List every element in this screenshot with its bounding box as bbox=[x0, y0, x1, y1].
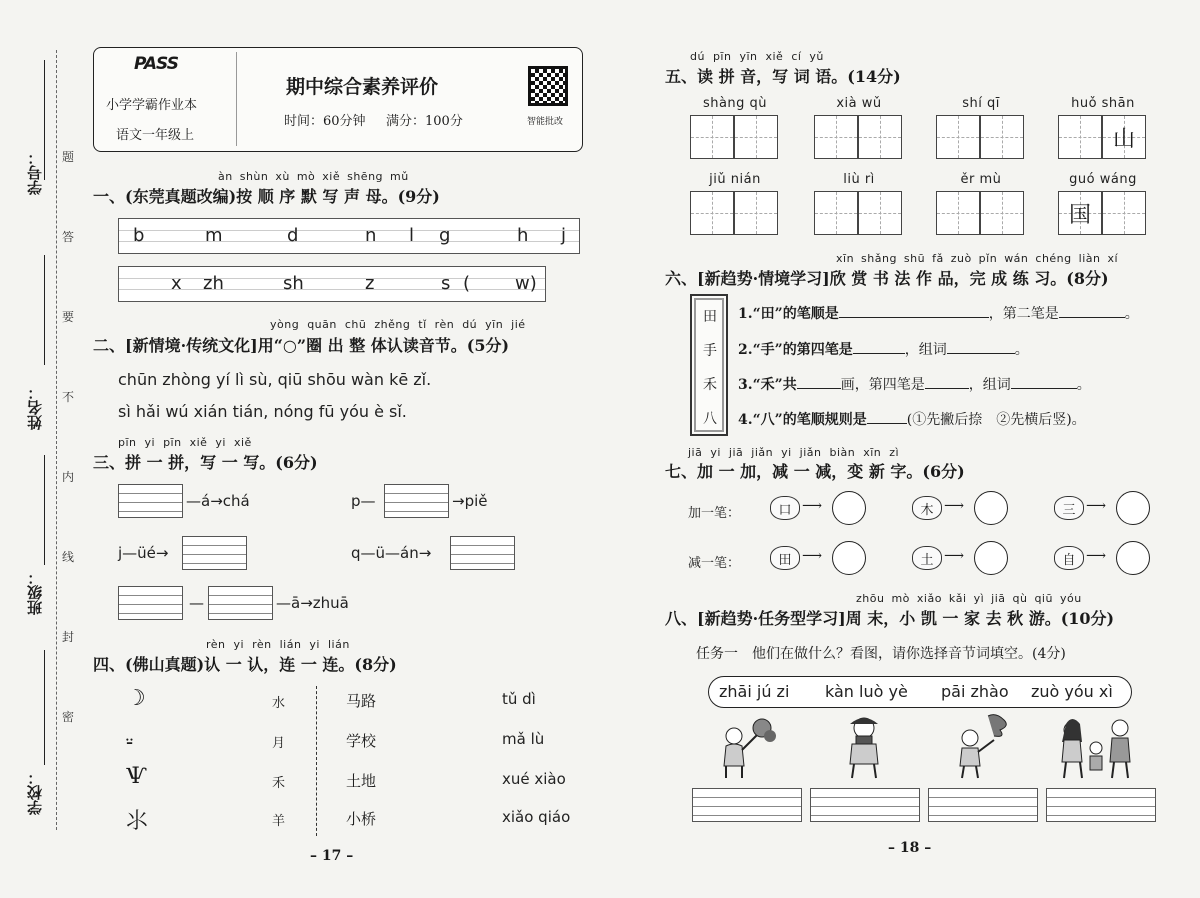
student-number-label: 学号： bbox=[26, 150, 44, 195]
q6-item-1: 1.“田”的笔顺是 ，第二笔是 。 bbox=[738, 306, 1139, 322]
q1-letter: h bbox=[517, 225, 529, 246]
word-box: guó wáng 国 bbox=[1058, 172, 1148, 235]
q3-text: p— bbox=[351, 492, 376, 510]
q7-sub-label: 减一笔： bbox=[688, 556, 741, 571]
q1-letter: j bbox=[561, 225, 567, 246]
q1-letter: z bbox=[365, 273, 375, 294]
scroll-char: 田 bbox=[703, 309, 717, 325]
q8-title: 八、[新趋势·任务型学习]周 末，小 凯 一 家 去 秋 游。(10分) bbox=[665, 609, 1115, 628]
q8-pinyin: zhōu mò xiǎo kǎi yì jiā qù qiū yóu bbox=[856, 592, 1082, 605]
class-field[interactable] bbox=[44, 455, 45, 565]
word-box: ěr mù bbox=[936, 172, 1026, 235]
answer-blank[interactable] bbox=[1059, 304, 1125, 318]
q3-text: j—üé→ bbox=[118, 544, 169, 562]
arrow-right-icon: ⟶ bbox=[1086, 498, 1107, 514]
answer-circle[interactable] bbox=[832, 541, 866, 575]
cut-char: 内 bbox=[62, 470, 75, 484]
q2-line1[interactable]: chūn zhòng yí lì sù, qiū shōu wàn kē zǐ. bbox=[118, 370, 432, 389]
tianzi-cell[interactable]: 山 bbox=[1102, 115, 1146, 159]
seal-char: 口 bbox=[770, 496, 800, 520]
q1-row1[interactable] bbox=[118, 218, 580, 254]
grade-label: 语文一年级上 bbox=[116, 128, 195, 143]
q8-answer-line[interactable] bbox=[692, 788, 802, 822]
qr-code-icon[interactable] bbox=[528, 66, 568, 106]
q1-letter: sh bbox=[283, 273, 304, 294]
tianzi-cell[interactable] bbox=[734, 191, 778, 235]
full-score: 满分：100分 bbox=[386, 114, 463, 129]
tianzi-cell[interactable] bbox=[690, 115, 734, 159]
school-field[interactable] bbox=[44, 650, 45, 765]
option-word[interactable]: pāi zhào bbox=[941, 682, 1009, 701]
q4-char[interactable]: 月 bbox=[272, 736, 286, 751]
tianzi-cell[interactable] bbox=[936, 115, 980, 159]
seal-char: 自 bbox=[1054, 546, 1084, 570]
answer-blank[interactable] bbox=[867, 410, 907, 424]
word-box: xià wǔ bbox=[814, 96, 904, 159]
book-name: 小学学霸作业本 bbox=[106, 98, 198, 113]
tianzi-cell[interactable] bbox=[858, 191, 902, 235]
answer-circle[interactable] bbox=[1116, 491, 1150, 525]
q1-letter: g bbox=[439, 225, 451, 246]
picking-oranges-picture bbox=[712, 716, 782, 782]
q4-title: 四、(佛山真题)认 一 认，连 一 连。(8分) bbox=[93, 655, 397, 674]
tianzi-cell[interactable] bbox=[1058, 115, 1102, 159]
option-word[interactable]: kàn luò yè bbox=[825, 682, 908, 701]
tianzi-cell[interactable] bbox=[1102, 191, 1146, 235]
tianzi-cell[interactable] bbox=[936, 191, 980, 235]
tianzi-cell[interactable] bbox=[734, 115, 778, 159]
watching-leaves-picture bbox=[948, 712, 1018, 782]
q6-item-4: 4.“八”的笔顺规则是 (①先撇后捺 ②先横后竖)。 bbox=[738, 412, 1086, 428]
q4-word[interactable]: 马路 bbox=[346, 692, 377, 710]
q3-blank[interactable] bbox=[118, 586, 183, 620]
q4-pinyin: rèn yi rèn lián yi lián bbox=[206, 638, 350, 651]
school-label: 学校： bbox=[26, 770, 44, 815]
oracle-glyph-icon[interactable]: ⺢ bbox=[126, 809, 149, 834]
q3-text: q—ü—án→ bbox=[351, 544, 432, 562]
answer-blank[interactable] bbox=[797, 375, 841, 389]
q2-line2[interactable]: sì hǎi wú xián tián, nóng fū yóu è sǐ. bbox=[118, 402, 407, 421]
time-limit: 时间：60分钟 bbox=[284, 114, 366, 129]
q3-title: 三、拼 一 拼，写 一 写。(6分) bbox=[93, 453, 318, 472]
word-box: jiǔ nián bbox=[690, 172, 780, 235]
seal-char: 木 bbox=[912, 496, 942, 520]
answer-blank[interactable] bbox=[839, 304, 989, 318]
q1-pinyin: àn shùn xù mò xiě shēng mǔ bbox=[218, 170, 409, 183]
q3-blank[interactable] bbox=[118, 484, 183, 518]
q3-text: —ā→zhuā bbox=[276, 594, 349, 612]
class-label: 班级： bbox=[26, 570, 44, 615]
q1-letter: x bbox=[171, 273, 182, 294]
word-box: huǒ shān 山 bbox=[1058, 96, 1148, 159]
cut-char: 线 bbox=[62, 550, 75, 564]
q1-letter: n bbox=[365, 225, 377, 246]
answer-circle[interactable] bbox=[832, 491, 866, 525]
q1-letter: l bbox=[409, 225, 415, 246]
q3-blank[interactable] bbox=[182, 536, 247, 570]
qr-label: 智能批改 bbox=[527, 117, 564, 127]
q8-answer-line[interactable] bbox=[810, 788, 920, 822]
page-title: 期中综合素养评价 bbox=[286, 76, 439, 98]
scroll-char: 八 bbox=[703, 411, 717, 427]
q2-title: 二、[新情境·传统文化]用“○”圈 出 整 体认读音节。(5分) bbox=[93, 336, 510, 355]
q5-title: 五、读 拼 音，写 词 语。(14分) bbox=[665, 67, 901, 86]
q4-char[interactable]: 禾 bbox=[272, 776, 286, 791]
q4-pinyin-word[interactable]: tǔ dì bbox=[502, 690, 536, 708]
scroll-char: 手 bbox=[703, 343, 717, 359]
q5-pinyin: dú pīn yīn xiě cí yǔ bbox=[690, 50, 824, 63]
answer-blank[interactable] bbox=[947, 340, 1015, 354]
q3-pinyin: pīn yi pīn xiě yi xiě bbox=[118, 436, 252, 449]
q1-letter: ( bbox=[463, 273, 471, 294]
page-number-left: – 17 – bbox=[310, 848, 354, 864]
binding-strip bbox=[0, 0, 80, 898]
q1-letter: b bbox=[133, 225, 145, 246]
q7-add-label: 加一笔： bbox=[688, 506, 741, 521]
q4-char[interactable]: 水 bbox=[272, 696, 286, 711]
q4-word[interactable]: 小桥 bbox=[346, 810, 377, 828]
option-bank bbox=[708, 676, 1132, 708]
q8-answer-line[interactable] bbox=[1046, 788, 1156, 822]
arrow-right-icon: ⟶ bbox=[1086, 548, 1107, 564]
cut-char: 封 bbox=[62, 630, 75, 644]
q3-blank[interactable] bbox=[450, 536, 515, 570]
arrow-right-icon: ⟶ bbox=[944, 548, 965, 564]
answer-circle[interactable] bbox=[1116, 541, 1150, 575]
q5-grid bbox=[690, 96, 1146, 246]
q1-letter: zh bbox=[203, 273, 224, 294]
tianzi-cell[interactable] bbox=[980, 191, 1024, 235]
q6-title: 六、[新趋势·情境学习]欣 赏 书 法 作 品，完 成 练 习。(8分) bbox=[665, 269, 1109, 288]
q2-pinyin: yòng quān chū zhěng tǐ rèn dú yīn jié bbox=[270, 318, 526, 331]
tianzi-cell[interactable] bbox=[858, 115, 902, 159]
name-field[interactable] bbox=[44, 255, 45, 365]
q3-text: —á→chá bbox=[186, 492, 250, 510]
q3-blank[interactable] bbox=[384, 484, 449, 518]
word-box: shàng qù bbox=[690, 96, 780, 159]
q4-char[interactable]: 羊 bbox=[272, 814, 286, 829]
q3-text: →piě bbox=[452, 492, 488, 510]
q4-pinyin-word[interactable]: xiǎo qiáo bbox=[502, 808, 571, 826]
tianzi-cell[interactable] bbox=[814, 115, 858, 159]
q7-title: 七、加 一 加，减 一 减，变 新 字。(6分) bbox=[665, 462, 965, 481]
playing-game-picture bbox=[1056, 712, 1136, 782]
q1-row2[interactable] bbox=[118, 266, 546, 302]
calligraphy-scroll bbox=[690, 294, 728, 436]
q6-pinyin: xīn shǎng shū fǎ zuò pǐn wán chéng liàn xí bbox=[836, 252, 1119, 265]
answer-blank[interactable] bbox=[853, 340, 905, 354]
seal-char: 土 bbox=[912, 546, 942, 570]
q1-letter: d bbox=[287, 225, 299, 246]
option-word[interactable]: zuò yóu xì bbox=[1031, 682, 1113, 701]
page-number-right: – 18 – bbox=[888, 840, 932, 856]
seal-char: 田 bbox=[770, 546, 800, 570]
option-word[interactable]: zhāi jú zi bbox=[719, 682, 790, 701]
q8-task: 任务一 他们在做什么？看图，请你选择音节词填空。(4分) bbox=[696, 646, 1066, 662]
arrow-right-icon: ⟶ bbox=[802, 548, 823, 564]
oracle-glyph-icon[interactable]: ⸚ bbox=[126, 730, 134, 755]
cut-char: 密 bbox=[62, 710, 75, 724]
answer-blank[interactable] bbox=[925, 375, 969, 389]
q1-letter: w) bbox=[515, 273, 537, 294]
scroll-char: 禾 bbox=[703, 377, 717, 393]
q6-item-2: 2.“手”的第四笔是 ，组词 。 bbox=[738, 342, 1029, 358]
q4-pinyin-word[interactable]: mǎ lù bbox=[502, 730, 545, 748]
name-label: 姓名： bbox=[26, 385, 44, 430]
student-number-field[interactable] bbox=[44, 60, 45, 180]
cut-char: 答 bbox=[62, 230, 75, 244]
seal-char: 三 bbox=[1054, 496, 1084, 520]
q1-letter: s bbox=[441, 273, 451, 294]
q1-letter: m bbox=[205, 225, 223, 246]
q3-text: — bbox=[189, 594, 204, 612]
cut-char: 要 bbox=[62, 310, 75, 324]
cut-char: 不 bbox=[62, 390, 75, 404]
q8-answer-line[interactable] bbox=[928, 788, 1038, 822]
cut-char: 题 bbox=[62, 150, 75, 164]
answer-circle[interactable] bbox=[974, 491, 1008, 525]
exam-header bbox=[93, 47, 583, 152]
tianzi-cell[interactable] bbox=[980, 115, 1024, 159]
brand-logo: PASS bbox=[134, 54, 178, 74]
q4-word[interactable]: 土地 bbox=[346, 772, 377, 790]
q3-blank[interactable] bbox=[208, 586, 273, 620]
word-box: shí qī bbox=[936, 96, 1026, 159]
arrow-right-icon: ⟶ bbox=[802, 498, 823, 514]
q4-pinyin-word[interactable]: xué xiào bbox=[502, 770, 566, 788]
tianzi-cell[interactable]: 国 bbox=[1058, 191, 1102, 235]
answer-blank[interactable] bbox=[1011, 375, 1077, 389]
oracle-glyph-icon[interactable]: Ѱ bbox=[126, 764, 147, 789]
word-box: liù rì bbox=[814, 172, 904, 235]
q6-item-3: 3.“禾”共 画，第四笔是 ，组词 。 bbox=[738, 377, 1091, 393]
q7-pinyin: jiā yi jiā jiǎn yi jiǎn biàn xīn zì bbox=[688, 446, 900, 459]
tianzi-cell[interactable] bbox=[690, 191, 734, 235]
taking-photo-picture bbox=[830, 712, 900, 782]
arrow-right-icon: ⟶ bbox=[944, 498, 965, 514]
q4-word[interactable]: 学校 bbox=[346, 732, 377, 750]
q1-title: 一、(东莞真题改编)按 顺 序 默 写 声 母。(9分) bbox=[93, 187, 440, 206]
oracle-glyph-icon[interactable]: ☽ bbox=[126, 686, 146, 711]
cut-line bbox=[56, 50, 57, 830]
answer-circle[interactable] bbox=[974, 541, 1008, 575]
tianzi-cell[interactable] bbox=[814, 191, 858, 235]
